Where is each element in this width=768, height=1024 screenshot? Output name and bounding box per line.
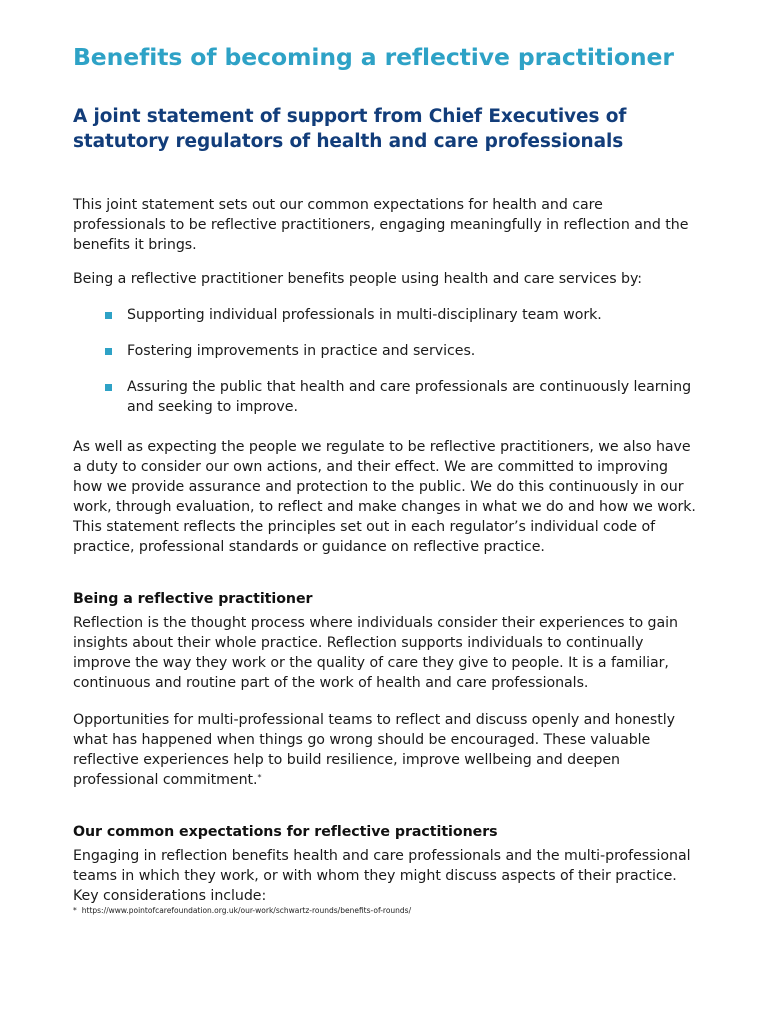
benefits-lead-paragraph: Being a reflective practitioner benefits people using health and care services by:	[73, 271, 642, 287]
square-bullet-icon	[105, 384, 112, 391]
footnote-mark: *	[73, 906, 77, 915]
benefit-text: Supporting individual professionals in multi-disciplinary team work.	[127, 307, 602, 323]
square-bullet-icon	[105, 312, 112, 319]
footnote-link[interactable]: https://www.pointofcarefoundation.org.uk/our-work/schwartz-rounds/benefits-of-rounds/	[81, 906, 412, 915]
benefit-text: Assuring the public that health and care professionals are continuously learning and seeking to improve.	[127, 379, 692, 415]
list-item	[105, 341, 698, 361]
list-item	[105, 377, 698, 417]
footnote-reference[interactable]: *	[257, 773, 262, 782]
intro-paragraph: This joint statement sets out our common expectations for health and care professionals to be reflective practitioners, engaging meaningfully in reflection and the benefits it brings.	[73, 197, 689, 253]
footnote	[73, 906, 411, 916]
section-heading-reflective-practitioner: Being a reflective practitioner	[73, 591, 313, 607]
expectations-paragraph: Engaging in reflection benefits health and care professionals and the multi-professional teams in which they work, or with whom they might discuss aspects of their practice. Key considerations include:	[73, 848, 691, 904]
opportunities-paragraph	[73, 710, 698, 790]
square-bullet-icon	[105, 348, 112, 355]
opportunities-text: Opportunities for multi-professional teams to reflect and discuss openly and honestly what has happened when things go wrong should be encouraged. These valuable reflective experiences help to build resilience, improve wellbeing and deepen professional commitment.	[73, 712, 675, 788]
section-heading-common-expectations: Our common expectations for reflective practitioners	[73, 824, 498, 840]
duty-paragraph: As well as expecting the people we regulate to be reflective practitioners, we also have a duty to consider our own actions, and their effect. We are committed to improving how we provide assurance and protection to the public. We do this continuously in our work, through evaluation, to reflect and make changes in what we do and how we work. This statement reflects the principles set out in each regulator’s individual code of practice, professional standards or guidance on reflective practice.	[73, 439, 696, 555]
page-subtitle: A joint statement of support from Chief Executives of statutory regulators of health and care professionals	[73, 106, 627, 152]
benefits-list	[73, 305, 698, 417]
list-item	[105, 305, 698, 325]
page-title: Benefits of becoming a reflective practitioner	[73, 43, 674, 71]
reflection-paragraph: Reflection is the thought process where individuals consider their experiences to gain insights about their whole practice. Reflection supports individuals to continually improve the way they work or the quality of care they give to people. It is a familiar, continuous and routine part of the work of health and care professionals.	[73, 615, 678, 691]
document-page	[73, 40, 698, 906]
benefit-text: Fostering improvements in practice and services.	[127, 343, 476, 359]
